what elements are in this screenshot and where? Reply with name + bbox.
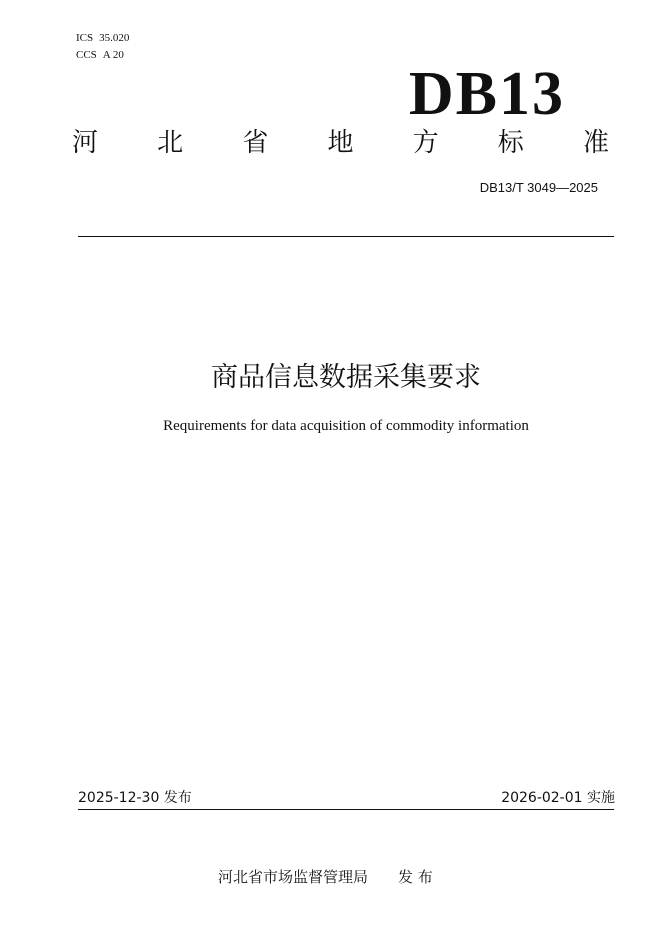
publish-date: 2025-12-30 发布: [78, 790, 192, 806]
issuer-action: 发 布: [398, 868, 433, 886]
category-char: 准: [582, 128, 609, 158]
ics-label: ICS: [76, 32, 94, 44]
ics-classification: [76, 32, 129, 45]
category-char: 标: [497, 128, 524, 158]
dates-row: [78, 789, 615, 807]
category-char: 地: [327, 128, 354, 158]
category-char: 北: [157, 128, 184, 158]
document-title-english: Requirements for data acquisition of commodity information: [163, 418, 529, 434]
issuer-line: [218, 868, 433, 886]
category-char: 河: [72, 128, 99, 158]
category-char: 省: [242, 128, 269, 158]
document-title-chinese: 商品信息数据采集要求: [211, 362, 481, 393]
top-divider: [78, 236, 614, 237]
ccs-classification: [76, 49, 124, 62]
standard-code-logo: DB13: [408, 60, 565, 128]
ccs-value: A 20: [102, 49, 124, 61]
standard-number: DB13/T 3049—2025: [479, 180, 598, 195]
bottom-divider: [78, 809, 614, 810]
issuer-name: 河北省市场监督管理局: [218, 868, 369, 886]
ics-value: 35.020: [99, 32, 130, 44]
category-char: 方: [412, 128, 439, 158]
implementation-date: 2026-02-01 实施: [501, 790, 615, 806]
ccs-label: CCS: [76, 49, 97, 61]
standard-category-heading: [72, 128, 609, 158]
